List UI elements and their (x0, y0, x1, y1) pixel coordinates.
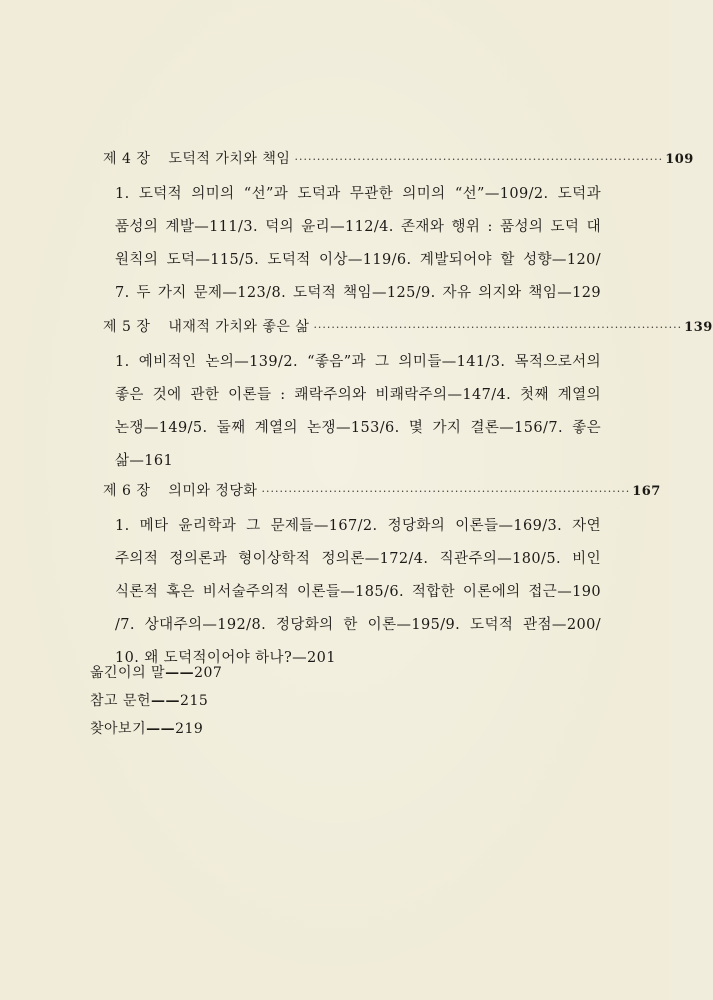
back-matter-label: 찾아보기 (90, 721, 147, 737)
back-matter-list (90, 659, 222, 743)
chapter-page-number: 139 (684, 320, 713, 335)
chapter-page-number: 167 (632, 484, 661, 499)
back-matter-label: 옮긴이의 말 (90, 665, 166, 681)
leader-dots: ·················································································· (261, 485, 631, 498)
contents-line: 주의적 정의론과 형이상학적 정의론—172/4. 직관주의—180/5. 비인 (115, 551, 601, 567)
dash-leader: —— (151, 693, 181, 709)
contents-line: 1. 메타 윤리학과 그 문제들—167/2. 정당화의 이론들—169/3. 자연 (115, 518, 601, 534)
chapter-title: 의미와 정당화 (168, 483, 258, 499)
chapter-page-number: 109 (665, 152, 694, 167)
chapter-contents (103, 178, 601, 310)
leader-dots: ·················································································· (294, 153, 664, 166)
back-matter-page: 219 (175, 721, 204, 737)
chapter-title: 내재적 가치와 좋은 삶 (168, 319, 310, 335)
contents-line: 식론적 혹은 비서술주의적 이론들—185/6. 적합한 이론에의 접근—190 (115, 584, 601, 600)
chapter-number: 제 4 장 (103, 151, 151, 167)
back-matter-item (90, 715, 222, 743)
chapter-heading (103, 148, 694, 170)
chapter-heading (103, 480, 661, 502)
contents-line: 좋은 것에 관한 이론들 : 쾌락주의와 비쾌락주의—147/4. 첫째 계열의 (115, 387, 601, 403)
back-matter-label: 참고 문헌 (90, 693, 152, 709)
chapter-contents (103, 510, 601, 675)
dash-leader: —— (165, 665, 195, 681)
leader-dots: ·················································································· (313, 321, 683, 334)
contents-line: 논쟁—149/5. 둘째 계열의 논쟁—153/6. 몇 가지 결론—156/7. 좋은 (115, 420, 601, 436)
dash-leader: —— (146, 721, 176, 737)
back-matter-page: 215 (180, 693, 209, 709)
chapter-4 (103, 148, 694, 310)
contents-line: 원칙의 도덕—115/5. 도덕적 이상—119/6. 계발되어야 할 성향—120/ (115, 252, 601, 268)
contents-line: 1. 예비적인 논의—139/2. “좋음”과 그 의미들—141/3. 목적으로서의 (115, 354, 601, 370)
contents-line: 7. 두 가지 문제—123/8. 도덕적 책임—125/9. 자유 의지와 책임—129 (115, 285, 601, 301)
chapter-6 (103, 480, 661, 675)
chapter-number: 제 5 장 (103, 319, 151, 335)
back-matter-item (90, 659, 222, 687)
back-matter-item (90, 687, 222, 715)
contents-line: 품성의 계발—111/3. 덕의 윤리—112/4. 존재와 행위 : 품성의 도덕 대 (115, 219, 601, 235)
chapter-title: 도덕적 가치와 책임 (168, 151, 291, 167)
contents-line: /7. 상대주의—192/8. 정당화의 한 이론—195/9. 도덕적 관점—200/ (115, 617, 601, 633)
back-matter-page: 207 (194, 665, 223, 681)
chapter-number: 제 6 장 (103, 483, 151, 499)
chapter-5 (103, 316, 713, 478)
contents-line: 1. 도덕적 의미의 “선”과 도덕과 무관한 의미의 “선”—109/2. 도덕과 (115, 186, 601, 202)
chapter-contents (103, 346, 601, 478)
chapter-heading (103, 316, 713, 338)
contents-line: 삶—161 (115, 453, 174, 469)
contents-line: 10. 왜 도덕적이어야 하나?—201 (115, 650, 336, 666)
